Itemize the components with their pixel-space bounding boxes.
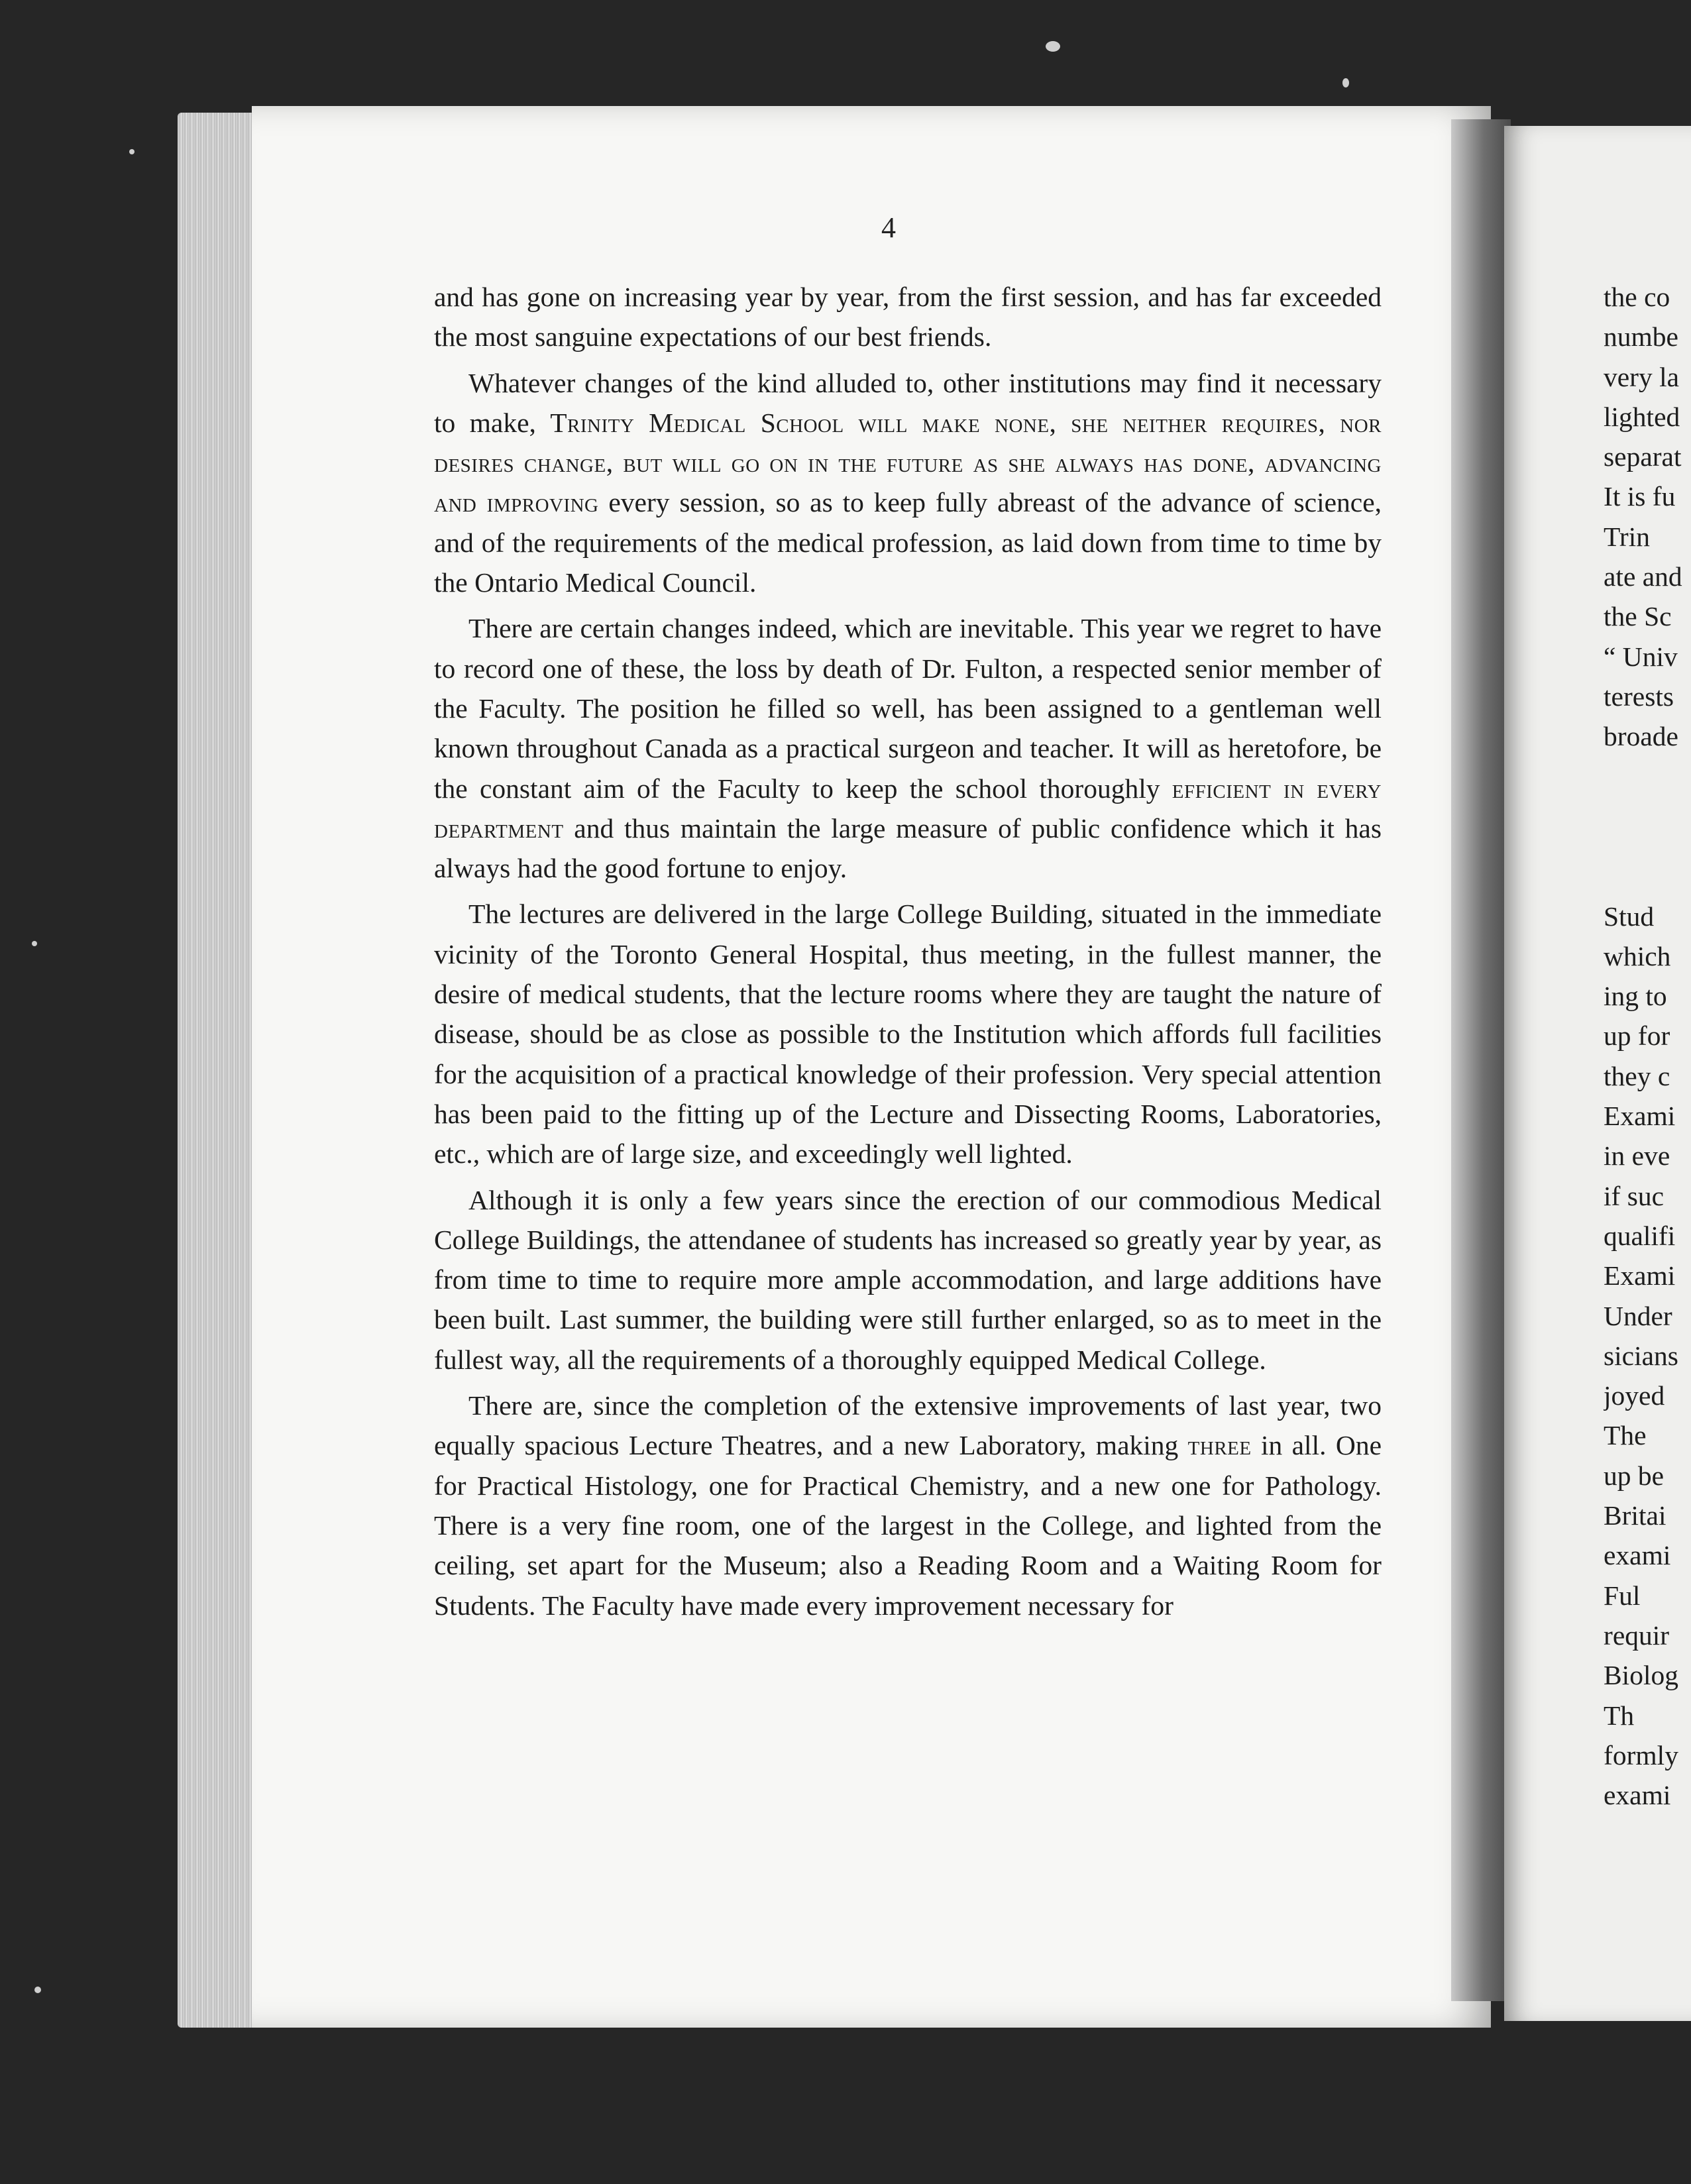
text-line: up for <box>1604 1020 1670 1052</box>
text-line: Th <box>1604 1700 1635 1731</box>
text-line: very la <box>1604 361 1680 392</box>
dust-speck <box>34 1987 41 1993</box>
small-caps-text: Trinity Medical School will make none, she neither requires, nor desires change, but will go on in the future as she always has done, advancing and improving <box>434 407 1382 518</box>
text-line: separat <box>1604 441 1682 472</box>
text-line: Stud <box>1604 901 1655 932</box>
small-caps-text: efficient in every department <box>434 773 1382 844</box>
paragraph: and has gone on increasing year by year, from the first session, and has far exceeded the most sanguine expectations of our best friends. <box>434 282 1382 353</box>
text-line: formly <box>1604 1739 1678 1771</box>
paragraph <box>434 1386 1382 1625</box>
text-line: qualifi <box>1604 1220 1676 1251</box>
text-line: exami <box>1604 1540 1671 1571</box>
text-line: ing to <box>1604 981 1667 1012</box>
text-line: sicians <box>1604 1340 1678 1371</box>
dust-speck <box>1046 41 1060 52</box>
right-page-text <box>1604 277 1691 1815</box>
text-line: The <box>1604 1420 1647 1451</box>
section-gap <box>1604 757 1691 897</box>
text-line: Britai <box>1604 1500 1666 1531</box>
paragraph-text: in all. One for Practical Histology, one for Practical Chemistry, and a new one for Pathology. There is a very fine room, one of the largest in the College, and lighted from the ceiling, set apart for the Museum; also a Reading Room and a Waiting Room for Students. The Faculty have made every improvement necessary for <box>434 1430 1382 1621</box>
dust-speck <box>1342 78 1349 87</box>
text-line: if suc <box>1604 1180 1664 1211</box>
page-number: 4 <box>881 211 896 244</box>
small-caps-text: three <box>1187 1430 1252 1461</box>
text-line: It is fu <box>1604 481 1676 512</box>
text-line: up be <box>1604 1460 1664 1491</box>
paragraph <box>434 363 1382 603</box>
text-line: Under <box>1604 1300 1672 1331</box>
paragraph-text: every session, so as to keep fully abreast of the advance of science, and of the requirements of the medical profession, as laid down from time to time by the Ontario Medical Council. <box>434 487 1382 598</box>
paragraph-text: There are, since the completion of the extensive improvements of last year, two equally spacious Lecture Theatres, and a new Laboratory, making <box>434 1390 1382 1461</box>
text-line: the Sc <box>1604 601 1672 632</box>
text-line: lighted <box>1604 401 1680 432</box>
paragraph: Although it is only a few years since the erection of our commodious Medical College Buildings, the attendanee of students has increased so greatly year by year, as from time to time to require more ample accommodation, and large additions have been built. Last summer, the building were still further enlarged, so as to meet in the fullest way, all the requirements of a thoroughly equipped Medical College. <box>434 1184 1382 1375</box>
text-line: Biolog <box>1604 1660 1678 1691</box>
paragraph-text: There are certain changes indeed, which are inevitable. This year we regret to have to record one of these, the loss by death of Dr. Fulton, a respected senior member of the Faculty. The position he filled so well, has been assigned to a gentleman well known throughout Canada as a practical surgeon and teacher. It will as heretofore, be the constant aim of the Faculty to keep the school thoroughly <box>434 613 1382 804</box>
text-line: they c <box>1604 1060 1670 1091</box>
text-line: ate and <box>1604 561 1682 592</box>
paragraph <box>434 608 1382 888</box>
text-line: “ Univ <box>1604 641 1678 672</box>
text-line: joyed <box>1604 1380 1665 1411</box>
text-line: Exami <box>1604 1101 1676 1132</box>
page-edges <box>178 113 264 2028</box>
text-line: numbe <box>1604 321 1678 353</box>
paragraph-text: and thus maintain the large measure of public confidence which it has always had the good fortune to enjoy. <box>434 812 1382 884</box>
text-line: Exami <box>1604 1260 1676 1291</box>
text-line: which <box>1604 940 1671 971</box>
text-line: Trin <box>1604 521 1650 552</box>
left-page-text <box>434 277 1382 1631</box>
dust-speck <box>32 941 37 946</box>
text-line: the co <box>1604 282 1670 312</box>
paragraph-text: Whatever changes of the kind alluded to, other institutions may find it necessary to make, <box>434 367 1382 438</box>
text-line: exami <box>1604 1780 1671 1811</box>
dust-speck <box>129 149 135 154</box>
book-gutter <box>1451 119 1511 2001</box>
paragraph: The lectures are delivered in the large College Building, situated in the immediate vicinity of the Toronto General Hospital, thus meeting, in the fullest manner, the desire of medical students, that the lecture rooms where they are taught the nature of disease, should be as close as possible to the Institution which affords full facilities for the acquisition of a practical knowledge of their profession. Very special attention has been paid to the fitting up of the Lecture and Dissecting Rooms, Laboratories, etc., which are of large size, and exceedingly well lighted. <box>434 899 1382 1170</box>
text-line: terests <box>1604 681 1674 712</box>
text-line: requir <box>1604 1619 1670 1651</box>
text-line: broade <box>1604 721 1678 752</box>
text-line: Ful <box>1604 1580 1641 1611</box>
text-line: in eve <box>1604 1140 1670 1172</box>
